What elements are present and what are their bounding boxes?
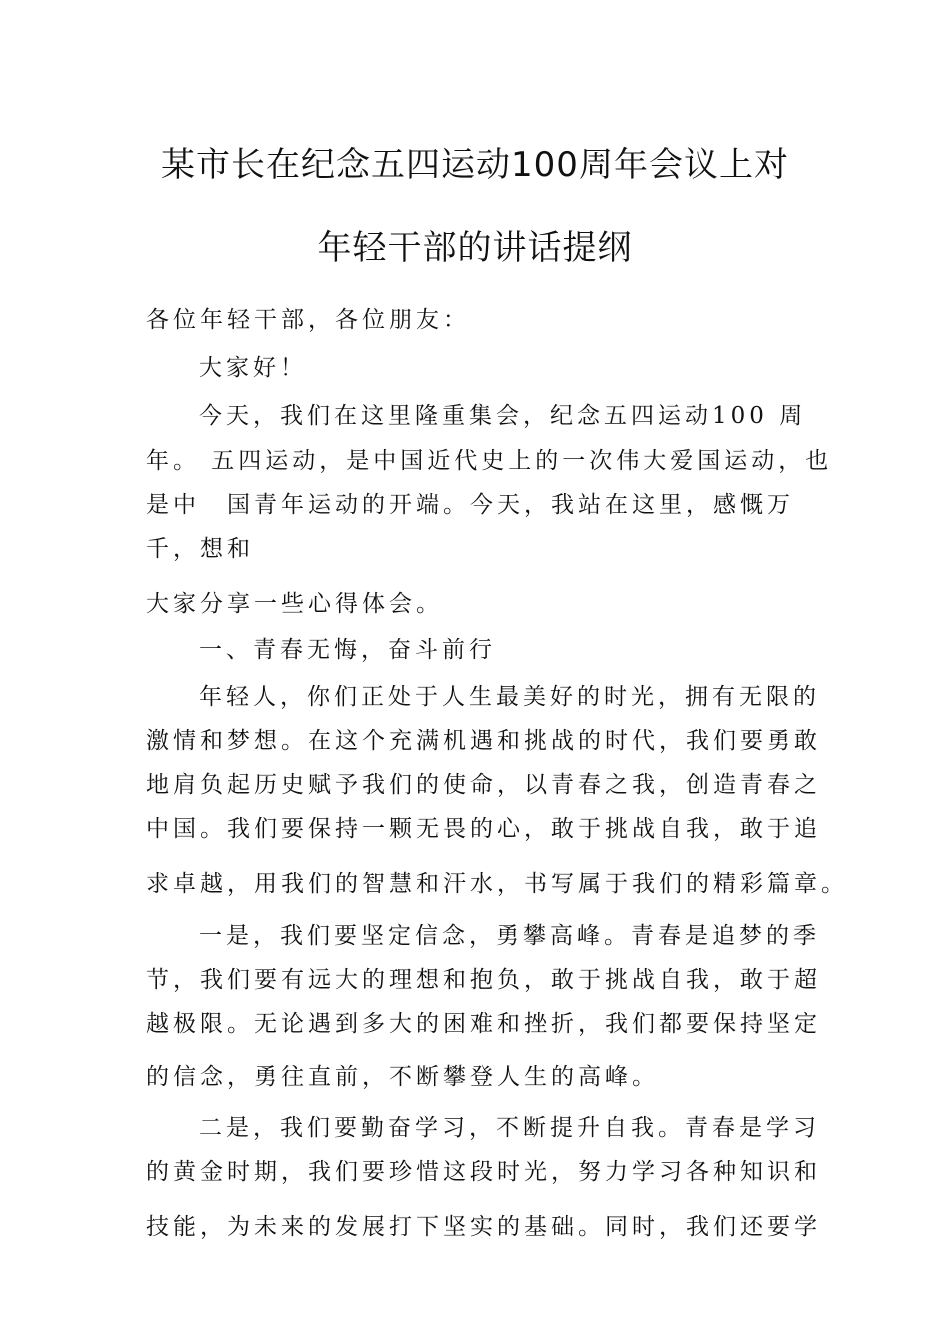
body-line: 大家分享一些心得体会。 [146, 591, 443, 617]
body-line: 激情和梦想。在这个充满机遇和挑战的时代，我们要勇敢 [146, 728, 821, 754]
body-line: 年轻人，你们正处于人生最美好的时光，拥有无限的 [199, 684, 820, 710]
body-line: 今天，我们在这里隆重集会，纪念五四运动100 周 [199, 403, 807, 429]
body-line: 技能，为未来的发展打下坚实的基础。同时，我们还要学 [146, 1214, 821, 1240]
body-line: 中国。我们要保持一颗无畏的心，敢于挑战自我，敢于追 [146, 816, 821, 842]
title-line-1: 某市长在纪念五四运动100周年会议上对 [161, 145, 789, 185]
body-line: 的信念，勇往直前，不断攀登人生的高峰。 [146, 1064, 659, 1090]
body-line: 一是，我们要坚定信念，勇攀高峰。青春是追梦的季 [199, 923, 820, 949]
section-heading: 一、青春无悔，奋斗前行 [199, 637, 496, 663]
body-line: 求卓越，用我们的智慧和汗水，书写属于我们的精彩篇章。 [146, 871, 848, 897]
body-line: 地肩负起历史赋予我们的使命，以青春之我，创造青春之 [146, 772, 821, 798]
salutation-text: 各位年轻干部，各位朋友： [146, 307, 470, 333]
body-line: 二是，我们要勤奋学习，不断提升自我。青春是学习 [199, 1115, 820, 1141]
greeting-text: 大家好！ [199, 355, 307, 381]
body-line: 是中 国青年运动的开端。今天，我站在这里，感慨万 [146, 492, 794, 518]
body-line: 的黄金时期，我们要珍惜这段时光，努力学习各种知识和 [146, 1159, 821, 1185]
body-line: 年。 五四运动，是中国近代史上的一次伟大爱国运动，也 [146, 448, 833, 474]
body-line: 越极限。无论遇到多大的困难和挫折，我们都要保持坚定 [146, 1011, 821, 1037]
title-line-2: 年轻干部的讲话提纲 [317, 228, 633, 268]
body-line: 节，我们要有远大的理想和抱负，敢于挑战自我，敢于超 [146, 967, 821, 993]
body-line: 千，想和 [146, 536, 254, 562]
